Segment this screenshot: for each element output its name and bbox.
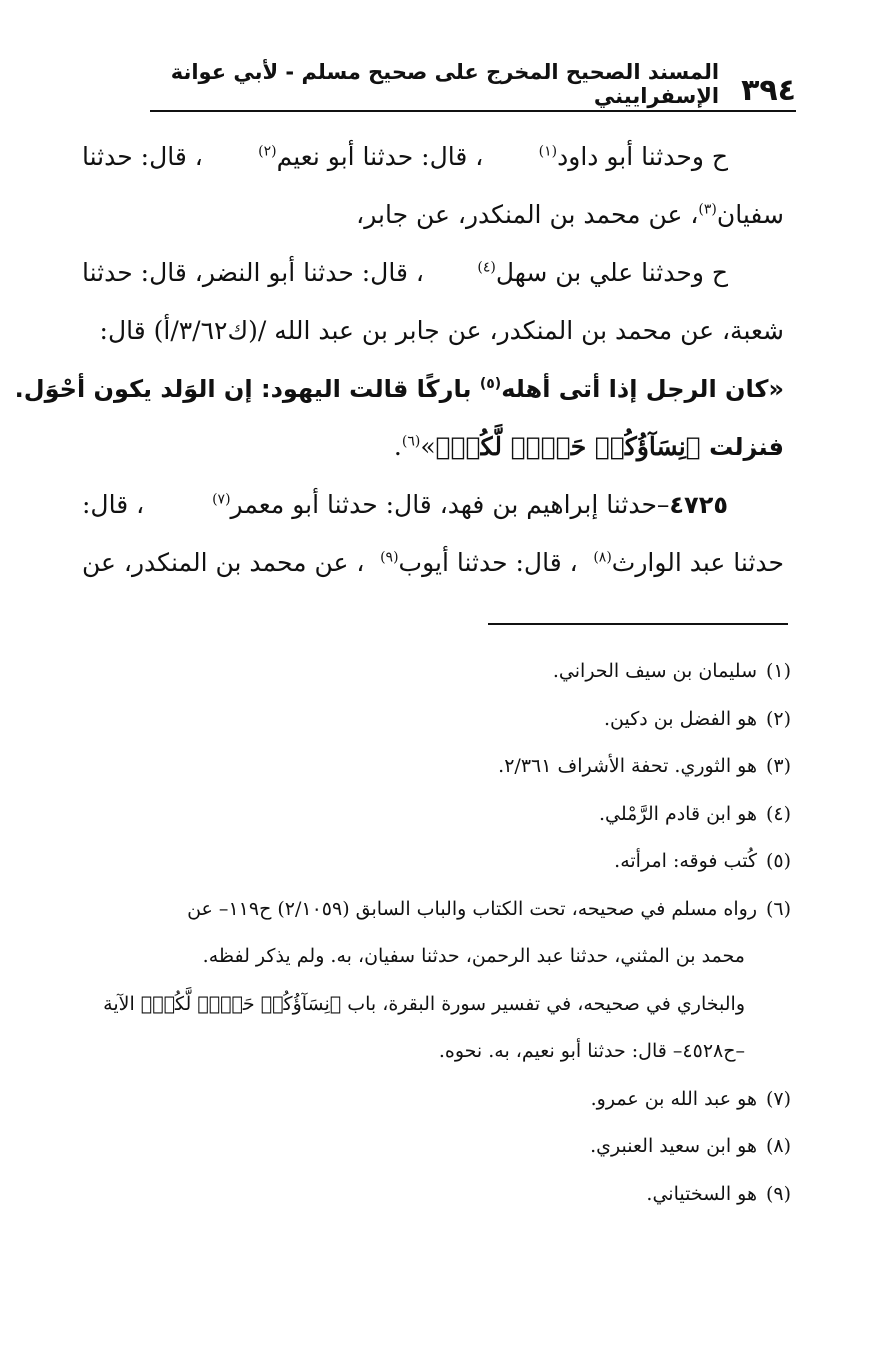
text-segment: حدثنا عبد الوارث$^{(٨)}$ <box>593 548 784 577</box>
text-line-2: سفيان$^{(٣)}$، عن محمد بن المنكدر، عن جابر، <box>356 200 784 229</box>
footnote-ref: (٦) <box>401 433 421 450</box>
footnote-ref: (٣) <box>698 201 717 218</box>
footnote-continuation: محمد بن المثني، حدثنا عبد الرحمن، حدثنا سفيان، به. ولم يذكر لفظه. <box>202 945 745 967</box>
text-line-6: فنزلت ﴿نِسَآؤُكُمۡ حَرۡثٞ لَّكُمۡ﴾»$^{(٦)}$. <box>393 432 784 461</box>
footnote: (٩)هو السختياني. <box>646 1182 791 1205</box>
footnote-ref: (٩) <box>380 549 399 566</box>
footnote: (٥)كُتب فوقه: امرأته. <box>614 850 791 872</box>
footnote-ref: (٤) <box>477 259 496 276</box>
footnote-ref: (١) <box>538 143 558 160</box>
text-segment: ، قال: حدثنا أيوب$^{(٩)}$ <box>380 548 578 577</box>
footnote-ref: (٥) <box>479 376 502 392</box>
quran-verse: ﴿نِسَآؤُكُمۡ حَرۡثٞ لَّكُمۡ﴾ <box>435 432 701 461</box>
hadith-number: ٤٧٢٥ <box>669 491 728 519</box>
text-line-8 <box>82 534 784 592</box>
text-segment: ح وحدثنا علي بن سهل$^{(٤)}$ <box>477 258 728 287</box>
text-segment: ٤٧٢٥–حدثنا إبراهيم بن فهد، قال: حدثنا أبو معمر$^{(٧)}$ <box>212 490 728 519</box>
text-line-4: شعبة، عن محمد بن المنكدر، عن جابر بن عبد الله /(ك٣/٦٢/أ) قال: <box>99 316 784 345</box>
main-text <box>14 128 784 592</box>
text-line-1 <box>82 128 784 186</box>
text-segment: ، قال: حدثنا أبو النضر، قال: حدثنا <box>82 258 424 287</box>
footnote-continuation: والبخاري في صحيحه، في تفسير سورة البقرة، باب ﴿نِسَآؤُكُمۡ حَرۡثٞ لَّكُمۡ﴾ الآية <box>103 992 745 1015</box>
header-rule <box>150 110 796 112</box>
text-segment: ، قال: حدثنا <box>82 142 203 171</box>
footnote: (٤)هو ابن قادم الرَّمْلي. <box>599 802 791 825</box>
text-segment: ح وحدثنا أبو داود$^{(١)}$ <box>538 142 728 171</box>
footnote-ref: (٨) <box>593 549 612 566</box>
footnote: (٧)هو عبد الله بن عمرو. <box>590 1087 791 1110</box>
footnote-separator <box>488 623 788 625</box>
text-segment: ، عن محمد بن المنكدر، عن <box>82 548 365 577</box>
footnote-continuation: –ح٤٥٢٨– قال: حدثنا أبو نعيم، به. نحوه. <box>438 1040 745 1062</box>
footnote-ref: (٢) <box>258 143 277 160</box>
text-line-7 <box>82 476 784 534</box>
book-title: المسند الصحيح المخرج على صحيح مسلم - لأبي عوانة الإسفراييني <box>170 60 720 108</box>
text-line-5: «كان الرجل إذا أتى أهله$^{(٥)}$ باركًا قالت اليهود: إن الوَلد يكون أحْوَل. <box>14 375 784 403</box>
text-segment: ، قال: حدثنا أبو نعيم$^{(٢)}$ <box>258 142 484 171</box>
footnote: (٢)هو الفضل بن دكين. <box>604 707 791 730</box>
footnote: (٣)هو الثوري. تحفة الأشراف ٢/٣٦١. <box>498 755 791 777</box>
text-line-3 <box>82 244 784 302</box>
running-header <box>150 60 796 108</box>
footnotes <box>82 648 791 1218</box>
footnote: (٦)رواه مسلم في صحيحه، تحت الكتاب والباب السابق (٢/١٠٥٩) ح١١٩– عن <box>187 897 791 920</box>
text-segment: ، قال: <box>82 490 145 519</box>
footnote: (١)سليمان بن سيف الحراني. <box>552 660 791 682</box>
footnote: (٨)هو ابن سعيد العنبري. <box>590 1135 791 1157</box>
page-number: ٣٩٤ <box>741 73 796 108</box>
footnote-ref: (٧) <box>212 491 231 508</box>
